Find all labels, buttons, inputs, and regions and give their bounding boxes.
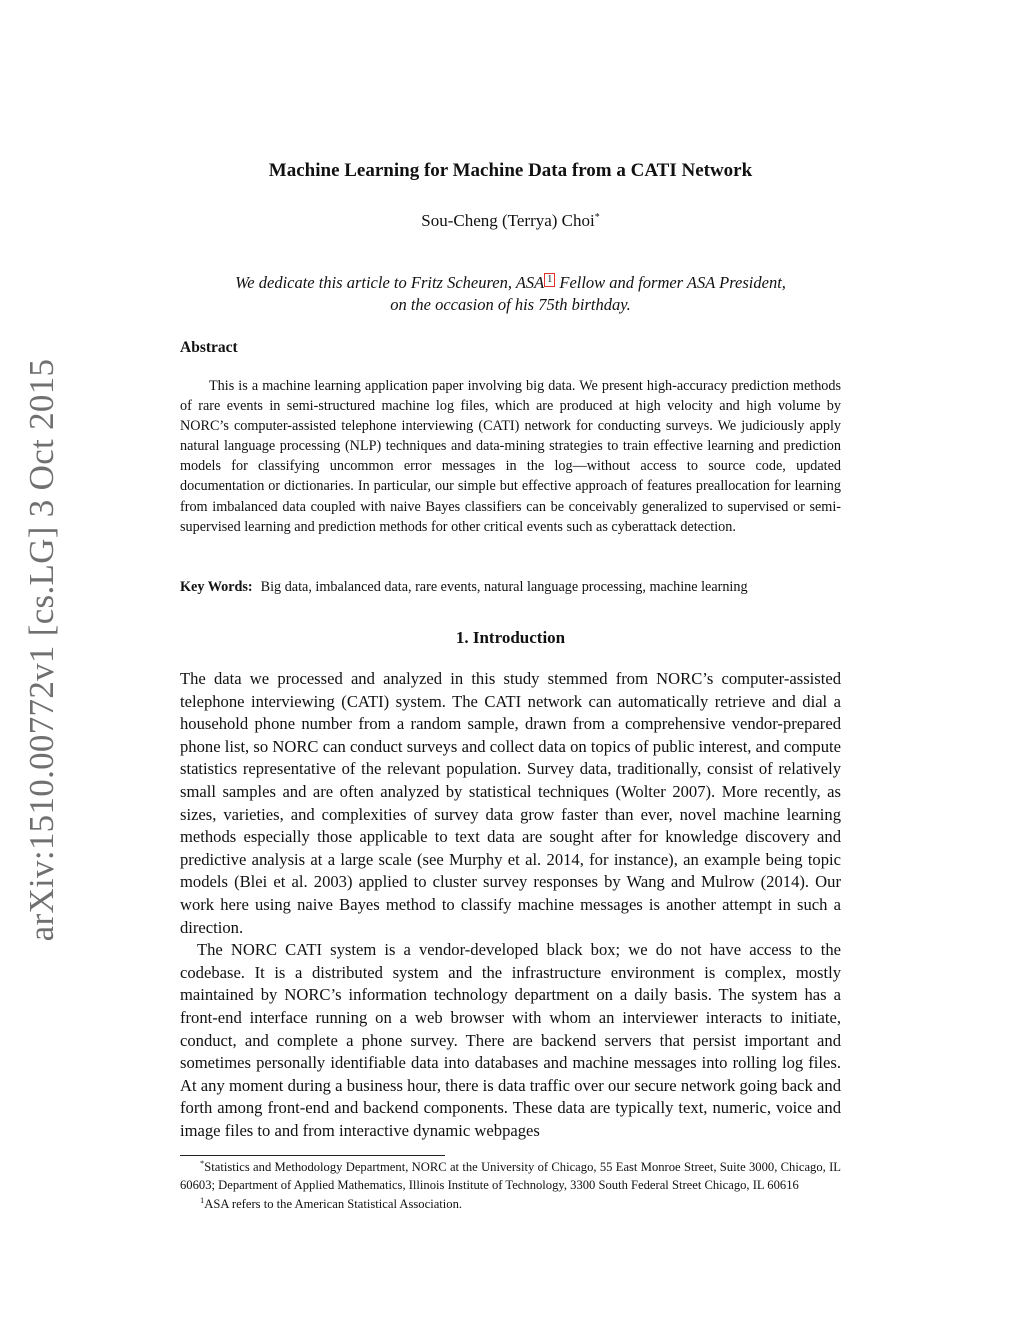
abstract-body: This is a machine learning application paper involving big data. We present high-accuracy prediction methods of rare events in semi-structured machine log files, which are produced at high velocity and high volume by NORC’s computer-assisted telephone interviewing (CATI) network for conducting surveys. We judiciously apply natural language processing (NLP) techniques and data-mining strategies to train effective learning and prediction models for classifying uncommon error messages in the log—without access to source code, updated documentation or dictionaries. In particular, our simple but effective approach of features preallocation for learning from imbalanced data coupled with naive Bayes classifiers can be conceivably generalized to supervised or semi-supervised learning and prediction methods for other critical events such as cyberattack detection. (180, 378, 841, 535)
keywords (180, 577, 841, 597)
paper-title: Machine Learning for Machine Data from a CATI Network (268, 160, 753, 181)
arxiv-identifier: arXiv:1510.00772v1 [cs.LG] 3 Oct 2015 (22, 358, 61, 942)
paragraph: The data we processed and analyzed in this study stemmed from NORC’s computer-assisted telephone interviewing (CATI) system. The CATI network can automatically retrieve and dial a household phone number from a random sample, drawn from a comprehensive vendor-prepared phone list, so NORC can conduct surveys and collect data on topics of public interest, and compute statistics representative of the relevant population. Survey data, traditionally, consist of relatively small samples and are often analyzed by statistical techniques (Wolter 2007). More recently, as sizes, varieties, and complexities of survey data grow faster than ever, novel machine learning methods especially those applicable to text data are sought after for knowledge discovery and predictive analysis at a large scale (see Murphy et al. 2014, for instance), an example being topic models (Blei et al. 2003) applied to cluster survey responses by Wang and Mulrow (2014). Our work here using naive Bayes method to classify machine messages is another attempt in such a direction. (180, 669, 841, 937)
keywords-text: Big data, imbalanced data, rare events, natural language processing, machine learning (260, 579, 748, 595)
dedication (180, 272, 841, 316)
abstract-heading: Abstract (180, 339, 238, 356)
author-name: Sou-Cheng (Terrya) Choi (421, 211, 595, 230)
footnote-ref-link[interactable]: 1 (544, 273, 555, 287)
author-footnote-mark[interactable]: * (594, 212, 600, 223)
dedication-line-2: on the occasion of his 75th birthday. (390, 295, 631, 314)
section-heading: 1. Introduction (455, 628, 566, 647)
footnote-text: Statistics and Methodology Department, NORC at the University of Chicago, 55 East Monroe Street, Suite 3000, Chicago, IL 60603; Department of Applied Mathematics, Illinois Institute of Technology, 3300 South Federal Street Chicago, IL 60616 (180, 1160, 841, 1193)
introduction-body (180, 668, 841, 1142)
dedication-text: We dedicate this article to Fritz Scheuren, ASA (235, 273, 545, 292)
paragraph: The NORC CATI system is a vendor-developed black box; we do not have access to the codebase. It is a distributed system and the infrastructure environment is complex, mostly maintained by NORC’s information technology department on a daily basis. The system has a front-end interface running on a web browser with whom an interviewer interacts to initiate, conduct, and complete a phone survey. There are backend servers that persist important and sometimes personally identifiable data into databases and machine messages into rolling log files. At any moment during a business hour, there is data traffic over our secure network going back and forth among front-end and backend components. These data are typically text, numeric, voice and image files to and from interactive dynamic webpages (180, 940, 841, 1140)
footnotes (180, 1158, 841, 1213)
footnote (180, 1195, 841, 1213)
footnote-divider (180, 1155, 445, 1156)
dedication-text-cont: Fellow and former ASA President, (555, 273, 786, 292)
keywords-label: Key Words: (180, 579, 253, 595)
footnote-mark: 1 (200, 1194, 205, 1205)
footnote (180, 1158, 841, 1195)
footnote-mark: * (200, 1158, 205, 1168)
author-line (180, 209, 841, 233)
footnote-text: ASA refers to the American Statistical Association. (204, 1196, 463, 1211)
